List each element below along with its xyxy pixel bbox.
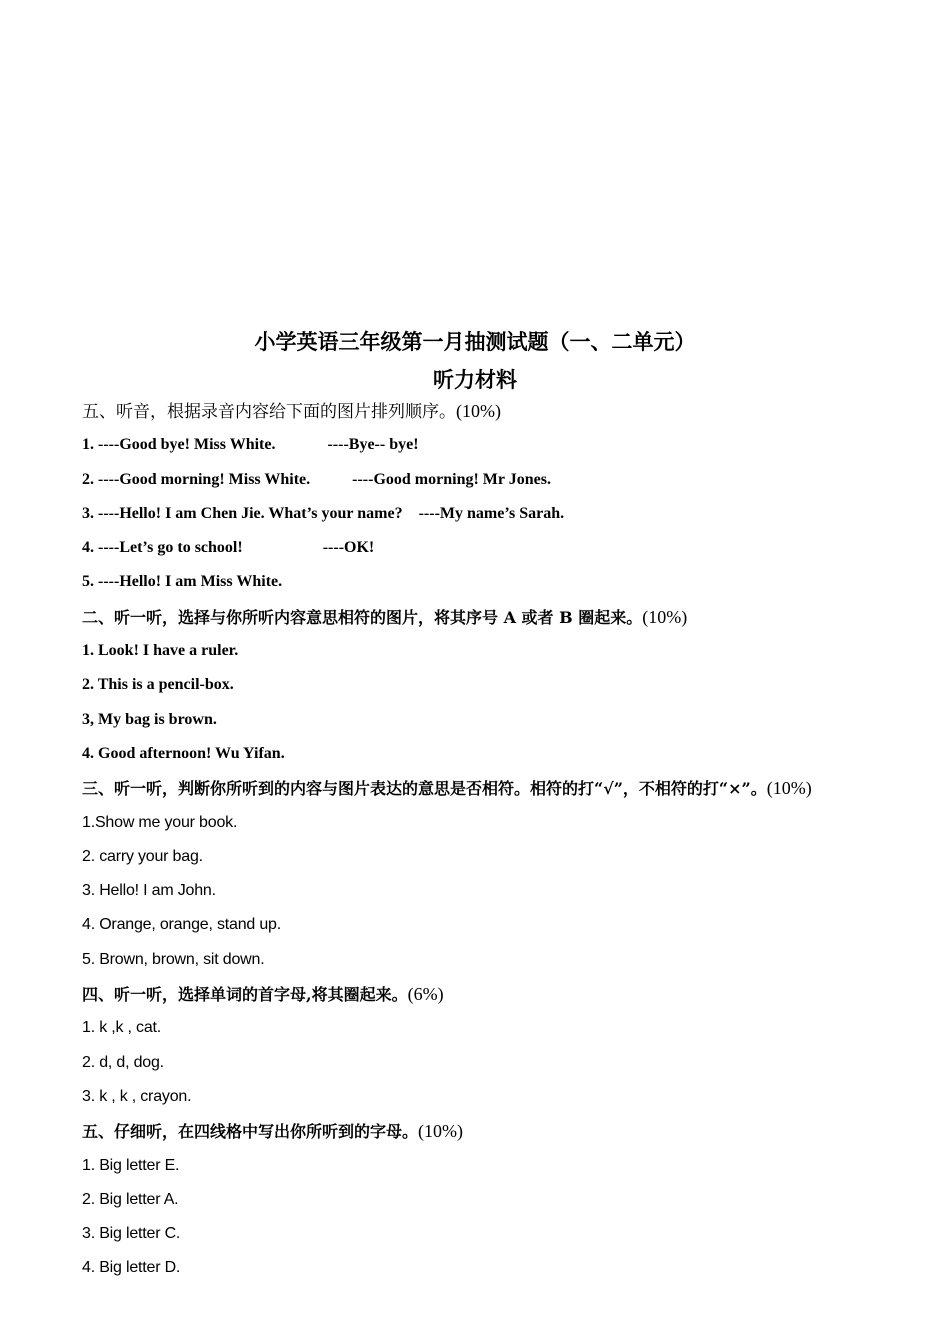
section-4-score: (6%) (407, 984, 444, 1005)
dialogue-3-line-a: 3. ----Hello! I am Chen Jie. What’s your name? (82, 504, 403, 522)
section-3-item: 3. Hello! I am John. (82, 882, 216, 900)
dialogue-2-line-b: ----Good morning! Mr Jones. (352, 470, 551, 488)
dialogue-4-line-b: ----OK! (322, 539, 375, 557)
section-1-heading (82, 398, 932, 432)
section-2-score: (10%) (642, 606, 688, 627)
section-5-item: 2. Big letter A. (82, 1190, 179, 1208)
section-2-item: 3, My bag is brown. (82, 710, 217, 728)
section-3-item: 2. carry your bag. (82, 847, 203, 865)
section-5-item: 1. Big letter E. (82, 1156, 180, 1174)
section-5-score: (10%) (418, 1121, 463, 1142)
dialogue-4 (82, 535, 932, 569)
section-4-item: 2. d, d, dog. (82, 1053, 164, 1071)
section-5-item: 4. Big letter D. (82, 1259, 181, 1277)
page-subtitle: 听力材料 (433, 367, 517, 392)
section-3-score: (10%) (766, 778, 812, 799)
section-3-item: 4. Orange, orange, stand up. (82, 916, 281, 934)
dialogue-2-line-a: 2. ----Good morning! Miss White. (82, 470, 311, 488)
section-2-item: 2. This is a pencil-box. (82, 676, 234, 694)
dialogue-2 (82, 467, 932, 501)
section-4-item: 3. k , k , crayon. (82, 1087, 192, 1105)
section-4-heading-text: 四、听一听，选择单词的首字母,将其圈起来。 (82, 985, 408, 1005)
dialogue-3-line-b: ----My name’s Sarah. (418, 504, 565, 522)
section-4-item: 1. k ,k , cat. (82, 1019, 162, 1037)
dialogue-1-line-b: ----Bye-- bye! (327, 436, 419, 454)
section-5-heading-text: 五、仔细听，在四线格中写出你所听到的字母。 (82, 1122, 419, 1142)
section-2-item: 1. Look! I have a ruler. (82, 642, 239, 660)
section-2-heading (82, 604, 932, 638)
dialogue-5 (82, 569, 932, 603)
dialogue-1 (82, 432, 932, 466)
section-5-item: 3. Big letter C. (82, 1225, 181, 1243)
section-5-heading (82, 1118, 932, 1152)
dialogue-5-line-a: 5. ----Hello! I am Miss White. (82, 573, 283, 591)
section-1-score: (10%) (456, 401, 501, 421)
page-title: 小学英语三年级第一月抽测试题（一、二单元） (254, 329, 696, 354)
listening-material (82, 398, 932, 1290)
section-3-item: 5. Brown, brown, sit down. (82, 950, 265, 968)
section-3-item: 1.Show me your book. (82, 813, 238, 831)
section-4-heading (82, 981, 932, 1015)
dialogue-4-line-a: 4. ----Let’s go to school! (82, 539, 243, 557)
section-3-heading (82, 775, 932, 809)
section-3-heading-text: 三、听一听，判断你所听到的内容与图片表达的意思是否相符。相符的打“√”，不相符的打“×”。 (82, 779, 767, 799)
dialogue-3 (82, 501, 932, 535)
section-1-heading-text: 五、听音，根据录音内容给下面的图片排列顺序。 (82, 402, 456, 422)
section-2-heading-text: 二、听一听，选择与你所听内容意思相符的图片，将其序号 A 或者 B 圈起来。 (82, 607, 643, 627)
dialogue-1-line-a: 1. ----Good bye! Miss White. (82, 436, 276, 454)
section-2-item: 4. Good afternoon! Wu Yifan. (82, 744, 285, 762)
